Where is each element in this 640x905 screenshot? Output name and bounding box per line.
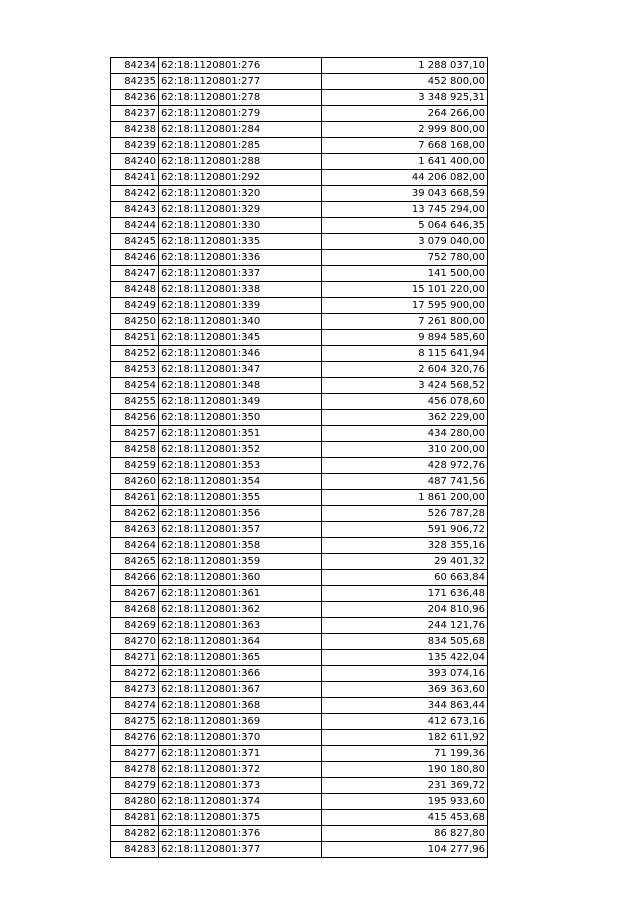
cadastral-number-cell: 62:18:1120801:347 xyxy=(159,362,322,378)
row-number-cell: 84281 xyxy=(111,810,159,826)
table-row xyxy=(111,666,488,682)
cadastral-value-cell: 412 673,16 xyxy=(322,714,488,730)
cadastral-value-cell: 7 261 800,00 xyxy=(322,314,488,330)
table-row xyxy=(111,458,488,474)
cadastral-number-cell: 62:18:1120801:350 xyxy=(159,410,322,426)
table-row xyxy=(111,586,488,602)
cadastral-value-cell: 204 810,96 xyxy=(322,602,488,618)
row-number-cell: 84254 xyxy=(111,378,159,394)
row-number-cell: 84236 xyxy=(111,90,159,106)
row-number-cell: 84269 xyxy=(111,618,159,634)
cadastral-value-cell: 244 121,76 xyxy=(322,618,488,634)
row-number-cell: 84249 xyxy=(111,298,159,314)
cadastral-number-cell: 62:18:1120801:284 xyxy=(159,122,322,138)
table-row xyxy=(111,282,488,298)
row-number-cell: 84247 xyxy=(111,266,159,282)
cadastral-value-cell: 195 933,60 xyxy=(322,794,488,810)
row-number-cell: 84258 xyxy=(111,442,159,458)
row-number-cell: 84242 xyxy=(111,186,159,202)
row-number-cell: 84265 xyxy=(111,554,159,570)
row-number-cell: 84240 xyxy=(111,154,159,170)
table-row xyxy=(111,170,488,186)
row-number-cell: 84261 xyxy=(111,490,159,506)
cadastral-value-cell: 1 861 200,00 xyxy=(322,490,488,506)
cadastral-number-cell: 62:18:1120801:372 xyxy=(159,762,322,778)
cadastral-value-cell: 2 604 320,76 xyxy=(322,362,488,378)
row-number-cell: 84277 xyxy=(111,746,159,762)
table-row xyxy=(111,554,488,570)
table-row xyxy=(111,234,488,250)
row-number-cell: 84262 xyxy=(111,506,159,522)
row-number-cell: 84245 xyxy=(111,234,159,250)
table-row xyxy=(111,602,488,618)
cadastral-value-cell: 39 043 668,59 xyxy=(322,186,488,202)
cadastral-number-cell: 62:18:1120801:352 xyxy=(159,442,322,458)
cadastral-value-cell: 310 200,00 xyxy=(322,442,488,458)
cadastral-number-cell: 62:18:1120801:364 xyxy=(159,634,322,650)
table-row xyxy=(111,538,488,554)
row-number-cell: 84244 xyxy=(111,218,159,234)
row-number-cell: 84266 xyxy=(111,570,159,586)
cadastral-number-cell: 62:18:1120801:353 xyxy=(159,458,322,474)
table-row xyxy=(111,378,488,394)
row-number-cell: 84263 xyxy=(111,522,159,538)
table-row xyxy=(111,122,488,138)
table-row xyxy=(111,746,488,762)
cadastral-number-cell: 62:18:1120801:370 xyxy=(159,730,322,746)
cadastral-number-cell: 62:18:1120801:361 xyxy=(159,586,322,602)
table-row xyxy=(111,826,488,842)
table-row xyxy=(111,74,488,90)
table-row xyxy=(111,842,488,858)
table-row xyxy=(111,474,488,490)
cadastral-number-cell: 62:18:1120801:376 xyxy=(159,826,322,842)
table-row xyxy=(111,346,488,362)
cadastral-value-cell: 2 999 800,00 xyxy=(322,122,488,138)
table-row xyxy=(111,698,488,714)
row-number-cell: 84264 xyxy=(111,538,159,554)
cadastral-value-cell: 1 641 400,00 xyxy=(322,154,488,170)
cadastral-value-cell: 264 266,00 xyxy=(322,106,488,122)
table-row xyxy=(111,650,488,666)
row-number-cell: 84257 xyxy=(111,426,159,442)
table-body xyxy=(111,58,488,858)
cadastral-value-cell: 3 079 040,00 xyxy=(322,234,488,250)
cadastral-number-cell: 62:18:1120801:277 xyxy=(159,74,322,90)
cadastral-value-cell: 60 663,84 xyxy=(322,570,488,586)
cadastral-value-cell: 452 800,00 xyxy=(322,74,488,90)
row-number-cell: 84250 xyxy=(111,314,159,330)
cadastral-value-cell: 428 972,76 xyxy=(322,458,488,474)
row-number-cell: 84276 xyxy=(111,730,159,746)
cadastral-value-table xyxy=(110,57,488,858)
table-row xyxy=(111,682,488,698)
cadastral-number-cell: 62:18:1120801:285 xyxy=(159,138,322,154)
table-row xyxy=(111,762,488,778)
row-number-cell: 84280 xyxy=(111,794,159,810)
cadastral-value-cell: 415 453,68 xyxy=(322,810,488,826)
table-row xyxy=(111,522,488,538)
cadastral-number-cell: 62:18:1120801:279 xyxy=(159,106,322,122)
cadastral-number-cell: 62:18:1120801:340 xyxy=(159,314,322,330)
row-number-cell: 84248 xyxy=(111,282,159,298)
cadastral-number-cell: 62:18:1120801:354 xyxy=(159,474,322,490)
row-number-cell: 84237 xyxy=(111,106,159,122)
cadastral-value-cell: 9 894 585,60 xyxy=(322,330,488,346)
cadastral-value-cell: 834 505,68 xyxy=(322,634,488,650)
row-number-cell: 84273 xyxy=(111,682,159,698)
table-row xyxy=(111,186,488,202)
cadastral-number-cell: 62:18:1120801:377 xyxy=(159,842,322,858)
cadastral-number-cell: 62:18:1120801:356 xyxy=(159,506,322,522)
cadastral-value-cell: 8 115 641,94 xyxy=(322,346,488,362)
cadastral-number-cell: 62:18:1120801:349 xyxy=(159,394,322,410)
table-row xyxy=(111,714,488,730)
row-number-cell: 84252 xyxy=(111,346,159,362)
cadastral-number-cell: 62:18:1120801:371 xyxy=(159,746,322,762)
cadastral-value-cell: 7 668 168,00 xyxy=(322,138,488,154)
cadastral-number-cell: 62:18:1120801:362 xyxy=(159,602,322,618)
cadastral-number-cell: 62:18:1120801:337 xyxy=(159,266,322,282)
cadastral-number-cell: 62:18:1120801:374 xyxy=(159,794,322,810)
cadastral-value-cell: 369 363,60 xyxy=(322,682,488,698)
table-row xyxy=(111,810,488,826)
table-row xyxy=(111,394,488,410)
cadastral-number-cell: 62:18:1120801:339 xyxy=(159,298,322,314)
row-number-cell: 84256 xyxy=(111,410,159,426)
table-row xyxy=(111,314,488,330)
cadastral-value-cell: 393 074,16 xyxy=(322,666,488,682)
table-row xyxy=(111,618,488,634)
cadastral-number-cell: 62:18:1120801:365 xyxy=(159,650,322,666)
cadastral-number-cell: 62:18:1120801:288 xyxy=(159,154,322,170)
cadastral-value-cell: 29 401,32 xyxy=(322,554,488,570)
table-row xyxy=(111,794,488,810)
cadastral-value-cell: 487 741,56 xyxy=(322,474,488,490)
cadastral-value-cell: 5 064 646,35 xyxy=(322,218,488,234)
row-number-cell: 84275 xyxy=(111,714,159,730)
cadastral-number-cell: 62:18:1120801:330 xyxy=(159,218,322,234)
cadastral-number-cell: 62:18:1120801:338 xyxy=(159,282,322,298)
cadastral-number-cell: 62:18:1120801:355 xyxy=(159,490,322,506)
table-row xyxy=(111,298,488,314)
row-number-cell: 84283 xyxy=(111,842,159,858)
row-number-cell: 84246 xyxy=(111,250,159,266)
table-row xyxy=(111,218,488,234)
row-number-cell: 84235 xyxy=(111,74,159,90)
row-number-cell: 84271 xyxy=(111,650,159,666)
cadastral-number-cell: 62:18:1120801:363 xyxy=(159,618,322,634)
table-row xyxy=(111,362,488,378)
row-number-cell: 84267 xyxy=(111,586,159,602)
row-number-cell: 84253 xyxy=(111,362,159,378)
cadastral-value-cell: 3 348 925,31 xyxy=(322,90,488,106)
cadastral-value-cell: 182 611,92 xyxy=(322,730,488,746)
row-number-cell: 84274 xyxy=(111,698,159,714)
cadastral-number-cell: 62:18:1120801:351 xyxy=(159,426,322,442)
cadastral-number-cell: 62:18:1120801:348 xyxy=(159,378,322,394)
cadastral-value-cell: 456 078,60 xyxy=(322,394,488,410)
table-row xyxy=(111,778,488,794)
table-row xyxy=(111,730,488,746)
cadastral-number-cell: 62:18:1120801:368 xyxy=(159,698,322,714)
row-number-cell: 84234 xyxy=(111,58,159,74)
cadastral-value-cell: 86 827,80 xyxy=(322,826,488,842)
row-number-cell: 84241 xyxy=(111,170,159,186)
cadastral-number-cell: 62:18:1120801:345 xyxy=(159,330,322,346)
cadastral-number-cell: 62:18:1120801:357 xyxy=(159,522,322,538)
row-number-cell: 84238 xyxy=(111,122,159,138)
table-row xyxy=(111,90,488,106)
table-row xyxy=(111,330,488,346)
cadastral-value-cell: 328 355,16 xyxy=(322,538,488,554)
table-row xyxy=(111,410,488,426)
cadastral-value-cell: 344 863,44 xyxy=(322,698,488,714)
row-number-cell: 84259 xyxy=(111,458,159,474)
row-number-cell: 84243 xyxy=(111,202,159,218)
table-row xyxy=(111,570,488,586)
table-row xyxy=(111,490,488,506)
cadastral-value-cell: 3 424 568,52 xyxy=(322,378,488,394)
cadastral-number-cell: 62:18:1120801:358 xyxy=(159,538,322,554)
row-number-cell: 84268 xyxy=(111,602,159,618)
cadastral-value-cell: 15 101 220,00 xyxy=(322,282,488,298)
cadastral-value-cell: 44 206 082,00 xyxy=(322,170,488,186)
cadastral-value-cell: 71 199,36 xyxy=(322,746,488,762)
table-row xyxy=(111,266,488,282)
cadastral-value-cell: 526 787,28 xyxy=(322,506,488,522)
table-row xyxy=(111,426,488,442)
cadastral-number-cell: 62:18:1120801:360 xyxy=(159,570,322,586)
cadastral-value-cell: 17 595 900,00 xyxy=(322,298,488,314)
row-number-cell: 84278 xyxy=(111,762,159,778)
cadastral-number-cell: 62:18:1120801:320 xyxy=(159,186,322,202)
cadastral-value-cell: 135 422,04 xyxy=(322,650,488,666)
table-row xyxy=(111,442,488,458)
cadastral-number-cell: 62:18:1120801:336 xyxy=(159,250,322,266)
cadastral-number-cell: 62:18:1120801:375 xyxy=(159,810,322,826)
table-row xyxy=(111,202,488,218)
table-row xyxy=(111,58,488,74)
row-number-cell: 84251 xyxy=(111,330,159,346)
row-number-cell: 84255 xyxy=(111,394,159,410)
cadastral-number-cell: 62:18:1120801:278 xyxy=(159,90,322,106)
cadastral-number-cell: 62:18:1120801:366 xyxy=(159,666,322,682)
table-row xyxy=(111,634,488,650)
cadastral-value-cell: 171 636,48 xyxy=(322,586,488,602)
row-number-cell: 84279 xyxy=(111,778,159,794)
cadastral-number-cell: 62:18:1120801:369 xyxy=(159,714,322,730)
cadastral-number-cell: 62:18:1120801:329 xyxy=(159,202,322,218)
cadastral-number-cell: 62:18:1120801:359 xyxy=(159,554,322,570)
cadastral-value-cell: 231 369,72 xyxy=(322,778,488,794)
cadastral-value-cell: 1 288 037,10 xyxy=(322,58,488,74)
table-row xyxy=(111,138,488,154)
cadastral-value-cell: 434 280,00 xyxy=(322,426,488,442)
cadastral-number-cell: 62:18:1120801:292 xyxy=(159,170,322,186)
row-number-cell: 84239 xyxy=(111,138,159,154)
table-row xyxy=(111,506,488,522)
row-number-cell: 84260 xyxy=(111,474,159,490)
cadastral-value-cell: 591 906,72 xyxy=(322,522,488,538)
table-row xyxy=(111,250,488,266)
cadastral-number-cell: 62:18:1120801:373 xyxy=(159,778,322,794)
table-row xyxy=(111,154,488,170)
row-number-cell: 84270 xyxy=(111,634,159,650)
cadastral-value-cell: 752 780,00 xyxy=(322,250,488,266)
row-number-cell: 84272 xyxy=(111,666,159,682)
cadastral-number-cell: 62:18:1120801:346 xyxy=(159,346,322,362)
cadastral-number-cell: 62:18:1120801:276 xyxy=(159,58,322,74)
cadastral-number-cell: 62:18:1120801:335 xyxy=(159,234,322,250)
cadastral-number-cell: 62:18:1120801:367 xyxy=(159,682,322,698)
row-number-cell: 84282 xyxy=(111,826,159,842)
cadastral-value-cell: 190 180,80 xyxy=(322,762,488,778)
cadastral-value-cell: 362 229,00 xyxy=(322,410,488,426)
table-row xyxy=(111,106,488,122)
cadastral-value-cell: 141 500,00 xyxy=(322,266,488,282)
cadastral-value-cell: 104 277,96 xyxy=(322,842,488,858)
cadastral-value-cell: 13 745 294,00 xyxy=(322,202,488,218)
